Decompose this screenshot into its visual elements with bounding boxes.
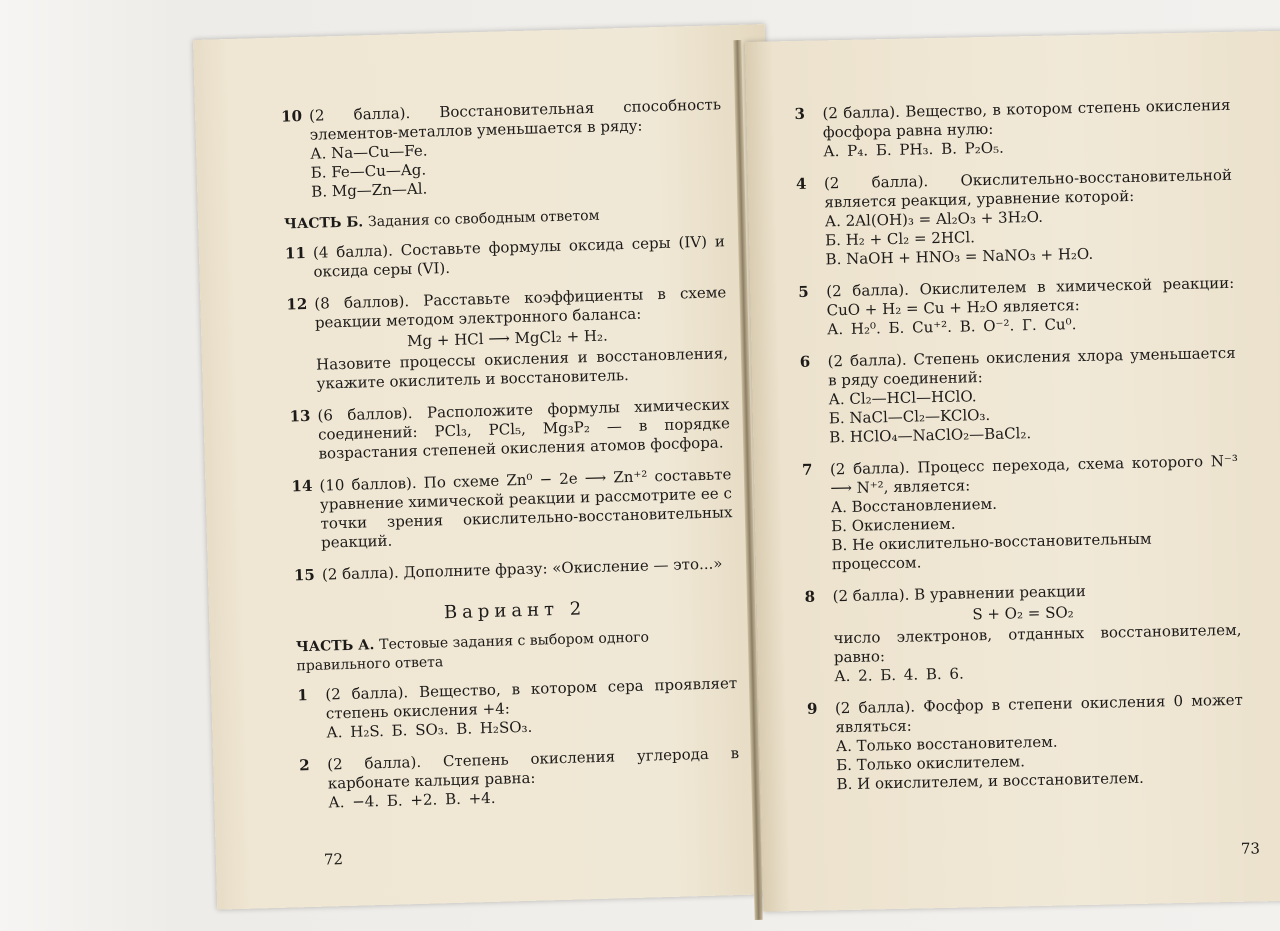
question-number: 12 — [286, 294, 308, 314]
option-b: Б. NaCl—Cl₂—KClO₃. — [828, 405, 991, 428]
page-72 — [193, 24, 789, 910]
page-73 — [745, 31, 1280, 912]
option-b: Б. Fe—Cu—Ag. — [310, 160, 427, 182]
question-number: 2 — [299, 756, 310, 775]
answer-options: А. H₂⁰. Б. Cu⁺². В. O⁻². Г. Cu⁰. — [826, 315, 1077, 339]
question-text: (8 баллов). Расставьте коэффициенты в схеме реакции методом электронного баланса: — [314, 283, 727, 332]
question-number: 10 — [280, 106, 303, 126]
question-text: (2 балла). Восстановительная способность элементов-металлов уменьшается в ряду: — [308, 95, 722, 144]
question-number: 13 — [289, 406, 311, 426]
answer-options: А. H₂S. Б. SO₃. В. H₂SO₃. — [326, 717, 533, 742]
option-c: В. HClO₄—NaClO₂—BaCl₂. — [829, 424, 1032, 447]
option-b: Б. H₂ + Cl₂ = 2HCl. — [824, 228, 976, 250]
question-text: (2 балла). Окислителем в химической реакции: CuO + H₂ = Cu + H₂O является: — [826, 273, 1235, 320]
question-number: 8 — [804, 587, 816, 606]
question-5 — [798, 274, 1235, 340]
question-14 — [291, 465, 733, 553]
option-c: В. И окислителем, и восстановителем. — [836, 768, 1144, 794]
question-10 — [281, 95, 723, 202]
question-12 — [286, 283, 729, 394]
question-7 — [802, 452, 1240, 575]
question-number: 7 — [801, 460, 813, 479]
part-title: Тестовые задания с выбором одного правильного ответа — [296, 629, 650, 675]
option-a: А. Cl₂—HCl—HClO. — [828, 387, 977, 409]
part-b-heading — [284, 203, 724, 234]
variant2-question-2 — [299, 744, 740, 813]
question-text: (2 балла). Степень окисления углерода в карбонате кальция равна: — [327, 744, 740, 793]
question-number: 3 — [794, 104, 806, 123]
open-book — [193, 40, 1280, 920]
question-number: 4 — [795, 174, 807, 193]
question-text-continued: число электронов, отданных восстановителем, равно: — [833, 620, 1242, 667]
question-text-continued: Назовите процессы окисления и восстановления, укажите окислитель и восстановитель. — [315, 344, 729, 393]
question-text: (2 балла). Фосфор в степени окисления 0 может являться: — [834, 690, 1244, 737]
question-text: (2 балла). В уравнении реакции — [832, 581, 1086, 606]
option-a: А. 2Al(OH)₃ = Al₂O₃ + 3H₂O. — [824, 207, 1044, 231]
question-text: (2 балла). Окислительно-восстановительной является реакция, уравнение которой: — [823, 165, 1233, 212]
question-text: (4 балла). Составьте формулы оксида серы (IV) и оксида серы (VI). — [312, 232, 726, 281]
answer-options: А. 2. Б. 4. В. 6. — [834, 664, 964, 686]
right-column — [794, 96, 1245, 808]
question-8 — [804, 579, 1242, 687]
question-number: 14 — [291, 476, 313, 496]
question-3 — [794, 96, 1231, 162]
option-a: А. Только восстановителем. — [835, 732, 1058, 756]
question-number: 11 — [284, 243, 307, 263]
question-6 — [800, 344, 1238, 448]
option-a: А. Восстановлением. — [830, 494, 998, 517]
part-a-heading — [296, 626, 737, 676]
question-number: 9 — [806, 699, 818, 718]
left-column — [281, 95, 741, 826]
part-label: ЧАСТЬ Б. — [283, 214, 364, 233]
question-text: (10 баллов). По схеме Zn⁰ − 2e ⟶ Zn⁺² составьте уравнение химической реакции и рассмотрите ее с точки зрения окислительно-восстановительных реакций. — [319, 465, 733, 552]
question-number: 5 — [798, 282, 809, 301]
option-c: В. NaOH + HNO₃ = NaNO₃ + H₂O. — [825, 244, 1094, 269]
question-text: (2 балла). Вещество, в котором степень окисления фосфора равна нулю: — [822, 95, 1231, 142]
variant-heading: Вариант 2 — [443, 598, 587, 624]
question-13 — [289, 395, 730, 464]
question-text: (2 балла). Степень окисления хлора уменьшается в ряду соединений: — [827, 343, 1236, 390]
question-text: (6 баллов). Расположите формулы химических соединений: PCl₃, PCl₅, Mg₃P₂ — в порядке возрастания степеней окисления атомов фосфора. — [317, 395, 731, 463]
question-number: 1 — [297, 686, 309, 705]
question-text: (2 балла). Вещество, в котором сера проявляет степень окисления +4: — [325, 674, 738, 723]
part-label: ЧАСТЬ А. — [295, 637, 375, 656]
question-4 — [796, 166, 1234, 270]
page-number: 73 — [1240, 839, 1261, 858]
option-c: В. Не окислительно-восстановительным процессом. — [831, 529, 1152, 574]
option-b: Б. Только окислителем. — [835, 752, 1026, 775]
reaction-equation: S + O₂ = SO₂ — [972, 603, 1074, 624]
option-a: А. Na—Cu—Fe. — [309, 141, 428, 163]
option-c: В. Mg—Zn—Al. — [311, 179, 428, 201]
question-number: 15 — [293, 565, 316, 585]
question-number: 6 — [799, 352, 811, 371]
option-b: Б. Окислением. — [830, 514, 956, 536]
question-text: (2 балла). Дополните фразу: «Окисление — это...» — [321, 554, 723, 584]
question-text: (2 балла). Процесс перехода, схема которого N⁻³ ⟶ N⁺², является: — [829, 451, 1239, 498]
part-title: Задания со свободным ответом — [367, 207, 600, 231]
reaction-equation: Mg + HCl ⟶ MgCl₂ + H₂. — [406, 326, 609, 351]
answer-options: А. P₄. Б. PH₃. В. P₂O₅. — [823, 138, 1005, 161]
question-9 — [807, 691, 1245, 795]
variant2-question-1 — [297, 674, 738, 743]
answer-options: А. −4. Б. +2. В. +4. — [328, 788, 496, 812]
question-15 — [294, 554, 734, 585]
page-number: 72 — [323, 850, 344, 869]
question-11 — [285, 232, 726, 282]
